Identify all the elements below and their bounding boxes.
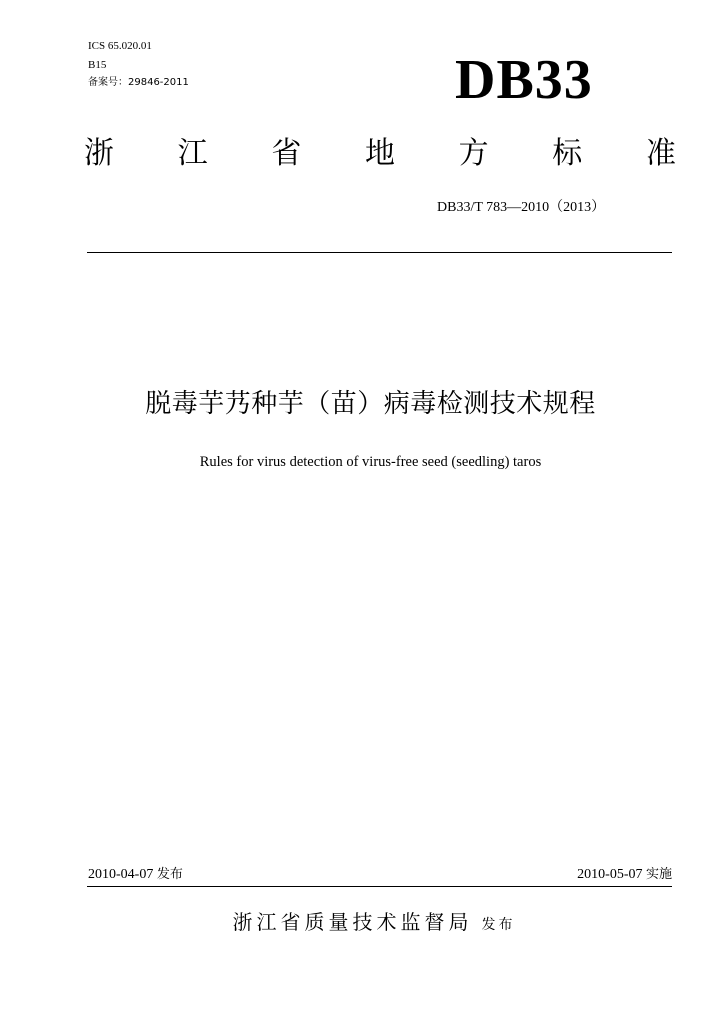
- standard-type-char: 地: [364, 136, 395, 171]
- standard-type-char: 标: [552, 136, 583, 171]
- publish-label: 发布: [481, 917, 516, 933]
- standard-type-char: 准: [645, 136, 676, 171]
- publisher-line: [0, 906, 724, 935]
- issue-label: 发布: [156, 867, 183, 882]
- top-divider: [87, 252, 672, 253]
- record-number: 备案号：29846-2011: [88, 77, 189, 88]
- ics-code: ICS 65.020.01: [88, 40, 152, 52]
- issue-date: 2010-04-07: [88, 867, 154, 882]
- standard-type-char: 省: [271, 136, 302, 171]
- document-title-en: Rules for virus detection of virus-free seed (seedling) taros: [199, 454, 542, 470]
- bottom-divider: [87, 886, 672, 887]
- issue-date-line: [88, 866, 183, 884]
- standard-type-char: 浙: [84, 136, 114, 171]
- standard-type-char: 江: [177, 136, 208, 171]
- standard-type-heading: [84, 134, 676, 174]
- standard-type-char: 方: [458, 136, 489, 171]
- implement-date: 2010-05-07: [577, 867, 643, 882]
- document-title-zh: 脱毒芋艿种芋（苗）病毒检测技术规程: [145, 389, 596, 419]
- standard-logo: DB33: [455, 49, 593, 111]
- implement-date-line: [577, 866, 672, 884]
- implement-label: 实施: [645, 867, 672, 882]
- classification-code: B15: [88, 59, 107, 71]
- publisher-name: 浙江省质量技术监督局: [232, 910, 473, 934]
- standard-number: DB33/T 783—2010（2013）: [437, 200, 606, 215]
